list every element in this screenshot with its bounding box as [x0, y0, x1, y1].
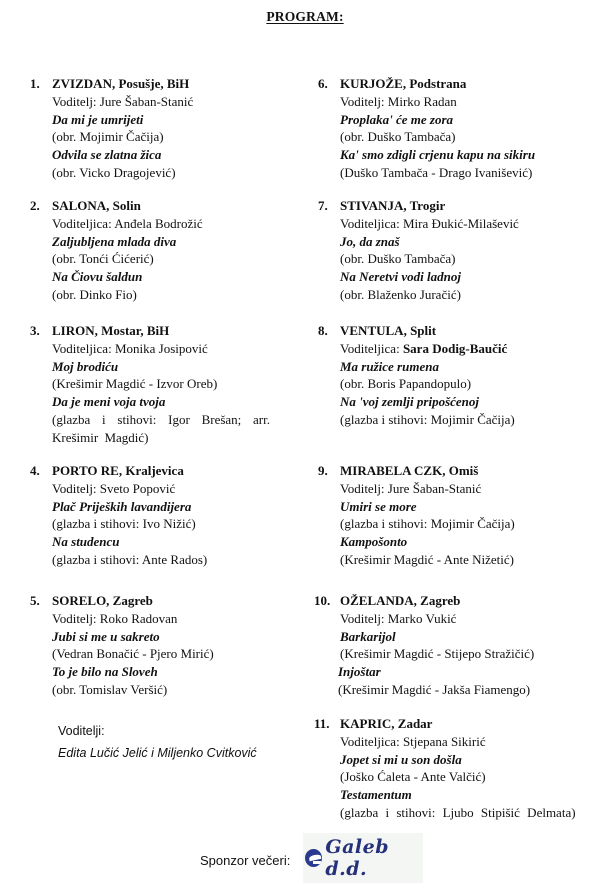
entry-number: 1. — [30, 76, 40, 91]
song-credit: (Krešimir Magdić - Jakša Fiamengo) — [338, 681, 531, 697]
host-label: Voditeljica: — [340, 340, 403, 356]
entry-number: 8. — [318, 323, 328, 338]
group-name: PORTO RE, Kraljevica — [52, 463, 184, 478]
song-credit: (glazba i stihovi: Mojimir Čačija) — [340, 411, 515, 427]
host-line: Voditelj: Mirko Radan — [340, 93, 457, 109]
program-entry — [30, 197, 203, 304]
song-title: Na Čiovu šaldun — [52, 269, 143, 285]
host-line: Voditelj: Marko Vukić — [340, 610, 457, 626]
song-credit: (obr. Duško Tambača) — [340, 129, 456, 145]
program-entry — [30, 75, 193, 182]
song-title: Jo, da znaš — [340, 233, 400, 249]
song-credit: (obr. Boris Papandopulo) — [340, 376, 472, 392]
entry-heading — [30, 462, 207, 480]
entry-number: 4. — [30, 463, 40, 478]
hosts-names: Edita Lučić Jelić i Miljenko Cvitković — [58, 746, 257, 760]
group-name: SALONA, Solin — [52, 198, 141, 213]
entry-heading — [30, 592, 214, 610]
sponsor-logo-text: Galeb d.d. — [325, 836, 389, 880]
song-credit: (obr. Dinko Fio) — [52, 286, 137, 302]
song-credit: (glazba i stihovi: Mojimir Čačija) — [340, 516, 515, 532]
song-credit: (glazba i stihovi: Ljubo Stipišić Delmata) — [340, 804, 576, 820]
group-name: VENTULA, Split — [340, 323, 437, 338]
program-entry — [30, 322, 270, 447]
host-line: Voditeljica: Stjepana Sikirić — [340, 733, 486, 749]
song-credit: (Krešimir Magdić - Ante Nižetić) — [340, 551, 514, 567]
entry-number: 6. — [318, 76, 328, 91]
song-title: Da mi je umrijeti — [52, 111, 144, 127]
group-name: KAPRIC, Zadar — [340, 716, 433, 731]
song-title: Da je meni voja tvoja — [52, 394, 166, 410]
song-credit: (glazba i stihovi: Ivo Nižić) — [52, 516, 196, 532]
song-title: Na studencu — [52, 534, 120, 550]
song-credit: (Krešimir Magdić - Stijepo Stražičić) — [340, 646, 535, 662]
song-credit: (Krešimir Magdić - Izvor Oreb) — [52, 376, 218, 392]
song-credit: (obr. Blaženko Juračić) — [340, 286, 461, 302]
host-line: Voditeljica: Monika Josipović — [52, 340, 208, 356]
program-entry — [318, 197, 519, 304]
song-credit: (obr. Vicko Dragojević) — [52, 164, 176, 180]
sponsor-logo — [303, 833, 423, 883]
page-title — [0, 9, 610, 25]
song-title: Na 'voj zemlji pripošćenoj — [340, 394, 480, 410]
entry-number: 10. — [314, 593, 331, 608]
song-credit: (glazba i stihovi: Ante Rados) — [52, 551, 208, 567]
song-credit: (Vedran Bonačić - Pjero Mirić) — [52, 646, 214, 662]
song-title: Testamentum — [340, 787, 412, 803]
song-title: Umiri se more — [340, 498, 417, 514]
entry-heading — [318, 75, 535, 93]
entry-heading — [30, 197, 203, 215]
group-name: ZVIZDAN, Posušje, BiH — [52, 76, 190, 91]
group-name: OŽELANDA, Zagreb — [340, 593, 461, 608]
entry-heading — [314, 715, 576, 733]
song-credit: (obr. Mojimir Čačija) — [52, 129, 164, 145]
entry-heading — [318, 322, 515, 340]
program-entry — [30, 592, 214, 699]
group-name: LIRON, Mostar, BiH — [52, 323, 170, 338]
entry-number: 9. — [318, 463, 328, 478]
host-line: Voditelj: Sveto Popović — [52, 480, 176, 496]
song-title: Zaljubljena mlada diva — [52, 233, 177, 249]
song-title: Na Neretvi vodi ladnoj — [340, 269, 461, 285]
host-line: Voditeljica: Mira Đukić-Milašević — [340, 215, 519, 231]
song-credit: (Duško Tambača - Drago Ivanišević) — [340, 164, 533, 180]
program-entry — [30, 462, 207, 569]
entry-number: 11. — [314, 716, 330, 731]
song-title: Jopet si mi u son došla — [340, 751, 462, 767]
entry-number: 2. — [30, 198, 40, 213]
host-name: Sara Dodig-Baučić — [402, 340, 508, 356]
group-name: MIRABELA CZK, Omiš — [340, 463, 479, 478]
hosts-label: Voditelji: — [58, 724, 105, 738]
host-line: Voditeljica: Anđela Bodrožić — [52, 215, 203, 231]
page-title-text: PROGRAM: — [266, 9, 344, 24]
host-line: Voditelj: Jure Šaban-Stanić — [52, 93, 194, 109]
entry-number: 7. — [318, 198, 328, 213]
host-line — [340, 340, 515, 358]
song-title: Plač Prijeških lavandijera — [52, 498, 192, 514]
entry-heading — [30, 322, 270, 340]
entry-heading — [318, 197, 519, 215]
event-hosts — [58, 724, 257, 760]
entry-heading — [314, 592, 534, 610]
song-credit: (obr. Tonći Ćićerić) — [52, 251, 154, 267]
seagull-logo-icon — [305, 849, 322, 867]
song-credit: (Joško Ćaleta - Ante Valčić) — [340, 769, 486, 785]
sponsor-label: Sponzor večeri: — [200, 853, 291, 868]
entry-heading — [318, 462, 515, 480]
program-entry — [314, 715, 576, 822]
program-entry — [318, 75, 535, 182]
entry-number: 5. — [30, 593, 40, 608]
song-title: Kampošonto — [340, 534, 408, 550]
host-line: Voditelj: Jure Šaban-Stanić — [340, 480, 482, 496]
song-credit: (obr. Tomislav Veršić) — [52, 681, 168, 697]
song-title: Moj brodiću — [52, 358, 119, 374]
entry-number: 3. — [30, 323, 40, 338]
program-entry — [314, 592, 534, 699]
entry-heading — [30, 75, 193, 93]
song-credit: (obr. Duško Tambača) — [340, 251, 456, 267]
song-title: Barkarijol — [340, 628, 396, 644]
program-entry — [318, 462, 515, 569]
song-title: Odvila se zlatna žica — [52, 147, 162, 163]
song-title: Injoštar — [338, 664, 381, 680]
song-title: Ka' smo zdigli crjenu kapu na sikiru — [340, 147, 536, 163]
group-name: SORELO, Zagreb — [52, 593, 153, 608]
song-credit: (glazba i stihovi: Igor Brešan; arr. Krešimir Magdić) — [52, 411, 270, 445]
group-name: STIVANJA, Trogir — [340, 198, 446, 213]
host-line: Voditelj: Roko Radovan — [52, 610, 178, 626]
song-title: To je bilo na Sloveh — [52, 664, 158, 680]
group-name: KURJOŽE, Podstrana — [340, 76, 467, 91]
program-entry — [318, 322, 515, 429]
song-title: Proplaka' će me zora — [340, 111, 454, 127]
song-title: Ma ružice rumena — [340, 358, 439, 374]
song-title: Jubi si me u sakreto — [52, 628, 160, 644]
